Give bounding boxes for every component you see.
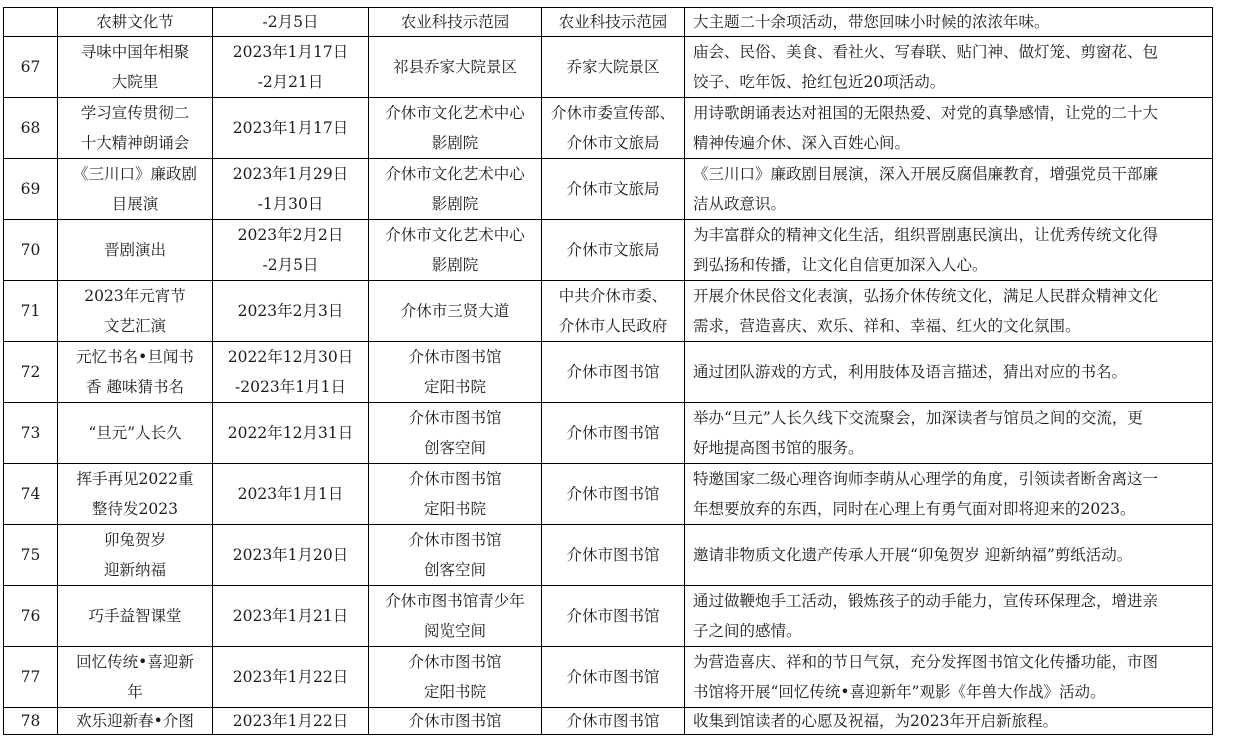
date-line: -2月21日: [257, 73, 324, 91]
venue-cell: [369, 98, 542, 159]
date-line: 2023年1月22日: [232, 712, 349, 730]
organizer-cell: [542, 342, 685, 403]
date-line: 2023年1月20日: [232, 546, 349, 564]
venue-cell: [369, 159, 542, 220]
activity-name-cell: [58, 525, 213, 586]
table-row: [4, 525, 1213, 586]
date-line: 2023年1月21日: [232, 607, 349, 625]
date-line: -2月5日: [262, 13, 319, 31]
organizer-line: 介休市图书馆: [566, 424, 660, 442]
venue-line: 介休市文化艺术中心: [385, 104, 525, 122]
activity-name-cell: [58, 8, 213, 37]
venue-cell: [369, 708, 542, 735]
date-cell: [213, 525, 369, 586]
description-cell: [685, 647, 1213, 708]
date-cell: [213, 708, 369, 735]
description-line: 邀请非物质文化遗产传承人开展“卯兔贺岁 迎新纳福”剪纸活动。: [693, 546, 1133, 564]
organizer-line: 介休市文旅局: [566, 134, 660, 152]
events-table-body: [4, 8, 1213, 735]
organizer-line: 介休市人民政府: [558, 317, 668, 335]
organizer-line: 介休市图书馆: [566, 668, 660, 686]
table-row: [4, 8, 1213, 37]
date-line: 2023年2月3日: [237, 302, 344, 320]
activity-name-cell: [58, 37, 213, 98]
description-line: 年想要放弃的东西，同时在心理上有勇气面对即将迎来的2023。: [693, 500, 1136, 518]
organizer-cell: [542, 403, 685, 464]
description-line: 大主题二十余项活动，带您回味小时候的浓浓年味。: [693, 13, 1050, 31]
activity-name-line: 2023年元宵节: [84, 287, 186, 305]
description-line: 好地提高图书馆的服务。: [693, 439, 864, 457]
organizer-line: 介休市文旅局: [566, 241, 660, 259]
organizer-line: 乔家大院景区: [566, 58, 660, 76]
row-number-cell: 70: [4, 220, 58, 281]
description-line: 举办“旦元”人长久线下交流聚会，加深读者与馆员之间的交流，更: [693, 409, 1143, 427]
activity-name-line: “旦元”人长久: [88, 424, 182, 442]
activity-name-line: 十大精神朗诵会: [80, 134, 190, 152]
description-cell: [685, 342, 1213, 403]
date-line: -1月30日: [257, 195, 324, 213]
venue-cell: [369, 342, 542, 403]
activity-name-line: 寻味中国年相聚: [80, 43, 190, 61]
description-line: 饺子、吃年饭、抢红包近20项活动。: [693, 73, 946, 91]
date-line: 2023年1月1日: [237, 485, 344, 503]
row-number-cell: 74: [4, 464, 58, 525]
date-line: 2022年12月30日: [227, 348, 354, 366]
table-row: [4, 281, 1213, 342]
description-line: 子之间的感情。: [693, 622, 802, 640]
row-number-cell: 76: [4, 586, 58, 647]
row-number-cell: 75: [4, 525, 58, 586]
activity-name-cell: [58, 464, 213, 525]
venue-line: 介休市文化艺术中心: [385, 165, 525, 183]
venue-cell: [369, 464, 542, 525]
table-row: [4, 708, 1213, 735]
organizer-line: 介休市文旅局: [566, 180, 660, 198]
venue-line: 影剧院: [431, 134, 479, 152]
row-number-cell: 69: [4, 159, 58, 220]
date-cell: [213, 281, 369, 342]
activity-name-cell: [58, 342, 213, 403]
activity-name-cell: [58, 98, 213, 159]
organizer-cell: [542, 8, 685, 37]
row-number-cell: 77: [4, 647, 58, 708]
description-line: 通过做鞭炮手工活动，锻炼孩子的动手能力，宣传环保理念，增进亲: [693, 592, 1159, 610]
activity-name-cell: [58, 281, 213, 342]
activity-name-line: 卯兔贺岁: [103, 531, 166, 549]
row-number-cell: 78: [4, 708, 58, 735]
venue-line: 农业科技示范园: [400, 13, 510, 31]
venue-cell: [369, 8, 542, 37]
venue-line: 介休市图书馆青少年: [385, 592, 525, 610]
events-table: [3, 7, 1213, 735]
table-row: [4, 98, 1213, 159]
venue-line: 创客空间: [423, 439, 486, 457]
activity-name-line: 年: [127, 683, 143, 701]
description-cell: [685, 403, 1213, 464]
organizer-cell: [542, 281, 685, 342]
organizer-line: 介休市图书馆: [566, 712, 660, 730]
activity-name-line: 回忆传统•喜迎新: [76, 653, 194, 671]
organizer-cell: [542, 98, 685, 159]
venue-line: 介休市图书馆: [408, 712, 502, 730]
date-cell: [213, 342, 369, 403]
date-cell: [213, 403, 369, 464]
activity-name-line: 巧手益智课堂: [88, 607, 182, 625]
description-cell: [685, 8, 1213, 37]
organizer-cell: [542, 525, 685, 586]
row-number-cell: 68: [4, 98, 58, 159]
date-cell: [213, 464, 369, 525]
description-cell: [685, 708, 1213, 735]
description-line: 特邀国家二级心理咨询师李萌从心理学的角度，引领读者断舍离这一: [693, 470, 1159, 488]
description-line: 到弘扬和传播，让文化自信更加深入人心。: [693, 256, 988, 274]
description-line: 《三川口》廉政剧目展演，深入开展反腐倡廉教育，增强党员干部廉: [693, 165, 1159, 183]
description-line: 为丰富群众的精神文化生活，组织晋剧惠民演出，让优秀传统文化得: [693, 226, 1159, 244]
organizer-cell: [542, 647, 685, 708]
venue-line: 定阳书院: [423, 683, 486, 701]
venue-line: 介休市三贤大道: [400, 302, 510, 320]
activity-name-line: 《三川口》廉政剧: [72, 165, 197, 183]
date-line: 2023年1月29日: [232, 165, 349, 183]
description-line: 用诗歌朗诵表达对祖国的无限热爱、对党的真挚感情，让党的二十大: [693, 104, 1159, 122]
description-cell: [685, 525, 1213, 586]
table-row: [4, 37, 1213, 98]
activity-name-line: 欢乐迎新春•介图: [76, 712, 194, 730]
date-cell: [213, 37, 369, 98]
description-line: 需求，营造喜庆、欢乐、祥和、幸福、红火的文化氛围。: [693, 317, 1081, 335]
activity-name-line: 迎新纳福: [103, 561, 166, 579]
description-cell: [685, 37, 1213, 98]
venue-line: 创客空间: [423, 561, 486, 579]
row-number-cell: 67: [4, 37, 58, 98]
description-line: 精神传遍介休、深入百姓心间。: [693, 134, 911, 152]
date-cell: [213, 8, 369, 37]
date-line: 2023年1月17日: [232, 119, 349, 137]
venue-cell: [369, 281, 542, 342]
organizer-cell: [542, 708, 685, 735]
date-cell: [213, 647, 369, 708]
date-line: -2023年1月1日: [235, 378, 346, 396]
venue-line: 祁县乔家大院景区: [392, 58, 517, 76]
organizer-line: 中共介休市委、: [558, 287, 668, 305]
venue-line: 介休市图书馆: [408, 653, 502, 671]
organizer-cell: [542, 220, 685, 281]
venue-line: 定阳书院: [423, 500, 486, 518]
venue-line: 阅览空间: [423, 622, 486, 640]
activity-name-line: 目展演: [111, 195, 159, 213]
table-row: [4, 647, 1213, 708]
row-number-cell: 72: [4, 342, 58, 403]
venue-cell: [369, 37, 542, 98]
row-number-cell: 73: [4, 403, 58, 464]
organizer-line: 介休市图书馆: [566, 485, 660, 503]
venue-line: 介休市图书馆: [408, 409, 502, 427]
venue-line: 介休市文化艺术中心: [385, 226, 525, 244]
date-line: 2022年12月31日: [227, 424, 354, 442]
venue-line: 介休市图书馆: [408, 470, 502, 488]
activity-name-line: 大院里: [111, 73, 159, 91]
activity-name-cell: [58, 159, 213, 220]
table-row: [4, 159, 1213, 220]
activity-name-line: 香 趣味猜书名: [86, 378, 184, 396]
venue-cell: [369, 586, 542, 647]
venue-line: 介休市图书馆: [408, 531, 502, 549]
date-cell: [213, 220, 369, 281]
activity-name-line: 挥手再见2022重: [76, 470, 194, 488]
activity-name-cell: [58, 708, 213, 735]
table-row: [4, 403, 1213, 464]
activity-name-line: 学习宣传贯彻二: [80, 104, 190, 122]
description-cell: [685, 220, 1213, 281]
activity-name-line: 整待发2023: [92, 500, 178, 518]
table-row: [4, 586, 1213, 647]
description-line: 收集到馆读者的心愿及祝福，为2023年开启新旅程。: [693, 712, 1058, 730]
venue-line: 定阳书院: [423, 378, 486, 396]
date-cell: [213, 159, 369, 220]
organizer-line: 介休市图书馆: [566, 363, 660, 381]
organizer-cell: [542, 159, 685, 220]
venue-cell: [369, 647, 542, 708]
description-line: 书馆将开展“回忆传统•喜迎新年”观影《年兽大作战》活动。: [693, 683, 1106, 701]
organizer-cell: [542, 37, 685, 98]
description-line: 庙会、民俗、美食、看社火、写春联、贴门神、做灯笼、剪窗花、包: [693, 43, 1159, 61]
venue-cell: [369, 525, 542, 586]
organizer-line: 介休市图书馆: [566, 546, 660, 564]
organizer-line: 介休市图书馆: [566, 607, 660, 625]
date-line: 2023年1月22日: [232, 668, 349, 686]
date-line: 2023年2月2日: [237, 226, 344, 244]
row-number-cell: 71: [4, 281, 58, 342]
description-cell: [685, 98, 1213, 159]
date-cell: [213, 586, 369, 647]
activity-name-line: 元忆书名•旦闻书: [76, 348, 194, 366]
activity-name-line: 农耕文化节: [96, 13, 174, 31]
activity-name-cell: [58, 403, 213, 464]
row-number-cell: [4, 8, 58, 37]
date-line: -2月5日: [262, 256, 319, 274]
date-cell: [213, 98, 369, 159]
date-line: 2023年1月17日: [232, 43, 349, 61]
description-cell: [685, 281, 1213, 342]
venue-line: 介休市图书馆: [408, 348, 502, 366]
organizer-line: 介休市委宣传部、: [550, 104, 675, 122]
description-line: 通过团队游戏的方式，利用肢体及语言描述，猜出对应的书名。: [693, 363, 1128, 381]
activity-name-cell: [58, 220, 213, 281]
description-cell: [685, 464, 1213, 525]
table-row: [4, 342, 1213, 403]
organizer-cell: [542, 586, 685, 647]
organizer-line: 农业科技示范园: [558, 13, 668, 31]
venue-cell: [369, 403, 542, 464]
venue-line: 影剧院: [431, 195, 479, 213]
table-row: [4, 464, 1213, 525]
activity-name-cell: [58, 586, 213, 647]
description-line: 为营造喜庆、祥和的节日气氛，充分发挥图书馆文化传播功能，市图: [693, 653, 1159, 671]
activity-name-line: 文艺汇演: [103, 317, 166, 335]
activity-name-line: 晋剧演出: [103, 241, 166, 259]
venue-line: 影剧院: [431, 256, 479, 274]
activity-name-cell: [58, 647, 213, 708]
description-cell: [685, 159, 1213, 220]
description-cell: [685, 586, 1213, 647]
table-row: [4, 220, 1213, 281]
venue-cell: [369, 220, 542, 281]
description-line: 开展介休民俗文化表演，弘扬介休传统文化，满足人民群众精神文化: [693, 287, 1159, 305]
description-line: 洁从政意识。: [693, 195, 787, 213]
organizer-cell: [542, 464, 685, 525]
